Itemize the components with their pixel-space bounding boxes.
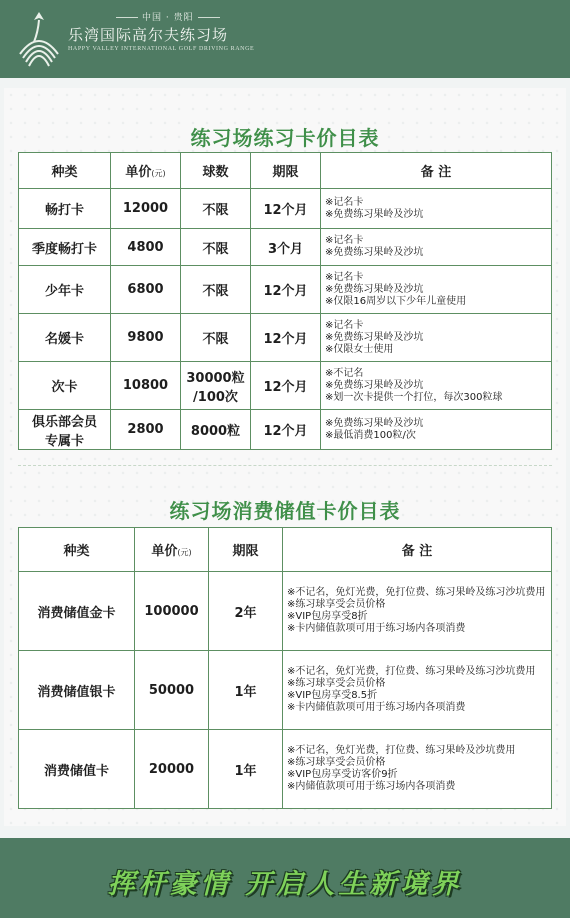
note-line: ※VIP包房享受访客价9折 [287,769,398,780]
cell-price: 10800 [111,362,181,410]
header-price: 单价(元) [135,528,209,572]
header-type: 种类 [19,153,111,189]
note-line: ※免费练习果岭及沙坑 [325,331,424,343]
cell-type: 消费储值卡 [19,730,135,809]
cell-price: 100000 [135,572,209,651]
header-price: 单价(元) [111,153,181,189]
note-line: ※练习球享受会员价格 [287,599,386,610]
cell-notes [283,572,552,651]
practice-card-table [18,152,552,450]
stored-value-card-table [18,527,552,809]
table-row [19,730,552,809]
table-row [19,229,552,266]
table-row [19,410,552,450]
note-line: ※不记名，免灯光费，打位费、练习果岭及练习沙坑费用 [287,666,536,677]
cell-notes [321,410,552,450]
cell-price: 9800 [111,314,181,362]
cell-balls: 30000粒 /100次 [181,362,251,410]
cell-type: 俱乐部会员 专属卡 [19,410,111,450]
note-line: ※VIP包房享受8.5折 [287,690,378,701]
table-row [19,266,552,314]
cell-type: 季度畅打卡 [19,229,111,266]
table2-title: 练习场消费储值卡价目表 [169,499,401,523]
note-line: ※免费练习果岭及沙坑 [325,247,424,258]
cell-price: 6800 [111,266,181,314]
note-line: ※卡内储值款项可用于练习场内各项消费 [287,702,466,713]
table-row [19,362,552,410]
note-line: ※记名卡 [325,271,364,283]
header-bar [0,0,570,78]
brand-location: 中国 · 贵阳 [112,10,224,23]
cell-type: 次卡 [19,362,111,410]
note-line: ※卡内储值款项可用于练习场内各项消费 [287,623,466,634]
cell-period: 3个月 [251,229,321,266]
cell-price: 12000 [111,189,181,229]
cell-period: 12个月 [251,266,321,314]
cell-notes [321,314,552,362]
logo-icon [14,8,64,70]
cell-balls: 8000粒 [181,410,251,450]
table1-title: 练习场练习卡价目表 [190,126,380,150]
section-divider [18,465,552,466]
cell-type: 消费储值银卡 [19,651,135,730]
cell-period: 1年 [209,730,283,809]
cell-period: 12个月 [251,362,321,410]
cell-type: 畅打卡 [19,189,111,229]
footer-slogan: 挥杆豪情 开启人生新境界 [107,869,463,900]
cell-notes [283,651,552,730]
note-line: ※最低消费100粒/次 [325,429,416,441]
note-line: ※VIP包房享受8折 [287,611,368,622]
cell-balls: 不限 [181,189,251,229]
note-line: ※划一次卡提供一个打位，每次300粒球 [325,391,503,403]
table-header-row [19,528,552,572]
table-row [19,572,552,651]
note-line: ※不记名，免灯光费，打位费、练习果岭及沙坑费用 [287,745,516,756]
note-line: ※练习球享受会员价格 [287,678,386,689]
cell-notes [321,189,552,229]
note-line: ※记名卡 [325,196,364,208]
brand-name-cn: 乐湾国际高尔夫练习场 [68,26,229,44]
note-line: ※练习球享受会员价格 [287,757,386,768]
note-line: ※免费练习果岭及沙坑 [325,283,424,295]
note-line: ※免费练习果岭及沙坑 [325,379,424,391]
note-line: ※不记名 [325,367,364,379]
note-line: ※免费练习果岭及沙坑 [325,208,424,220]
header-period: 期限 [209,528,283,572]
cell-price: 20000 [135,730,209,809]
note-line: ※仅限16周岁以下少年儿童使用 [325,295,467,307]
table-row [19,189,552,229]
table-row [19,314,552,362]
cell-period: 12个月 [251,189,321,229]
note-line: ※不记名，免灯光费，免打位费、练习果岭及练习沙坑费用 [287,587,546,598]
note-line: ※内储值款项可用于练习场内各项消费 [287,781,456,792]
cell-type: 名媛卡 [19,314,111,362]
cell-price: 2800 [111,410,181,450]
cell-period: 1年 [209,651,283,730]
table-row [19,651,552,730]
note-line: ※记名卡 [325,319,364,331]
header-notes: 备 注 [283,528,552,572]
note-line: ※免费练习果岭及沙坑 [325,417,424,429]
header-balls: 球数 [181,153,251,189]
header-period: 期限 [251,153,321,189]
cell-notes [321,266,552,314]
cell-balls: 不限 [181,229,251,266]
cell-type: 少年卡 [19,266,111,314]
cell-price: 50000 [135,651,209,730]
cell-balls: 不限 [181,314,251,362]
cell-period: 2年 [209,572,283,651]
cell-notes [321,229,552,266]
cell-type: 消费储值金卡 [19,572,135,651]
cell-period: 12个月 [251,314,321,362]
note-line: ※仅限女士使用 [325,343,394,355]
note-line: ※记名卡 [325,235,364,246]
cell-balls: 不限 [181,266,251,314]
table-header-row [19,153,552,189]
header-type: 种类 [19,528,135,572]
cell-notes [321,362,552,410]
cell-notes [283,730,552,809]
brand-name-en: HAPPY VALLEY INTERNATIONAL GOLF DRIVING RANGE [68,46,255,52]
cell-period: 12个月 [251,410,321,450]
cell-price: 4800 [111,229,181,266]
header-notes: 备 注 [321,153,552,189]
